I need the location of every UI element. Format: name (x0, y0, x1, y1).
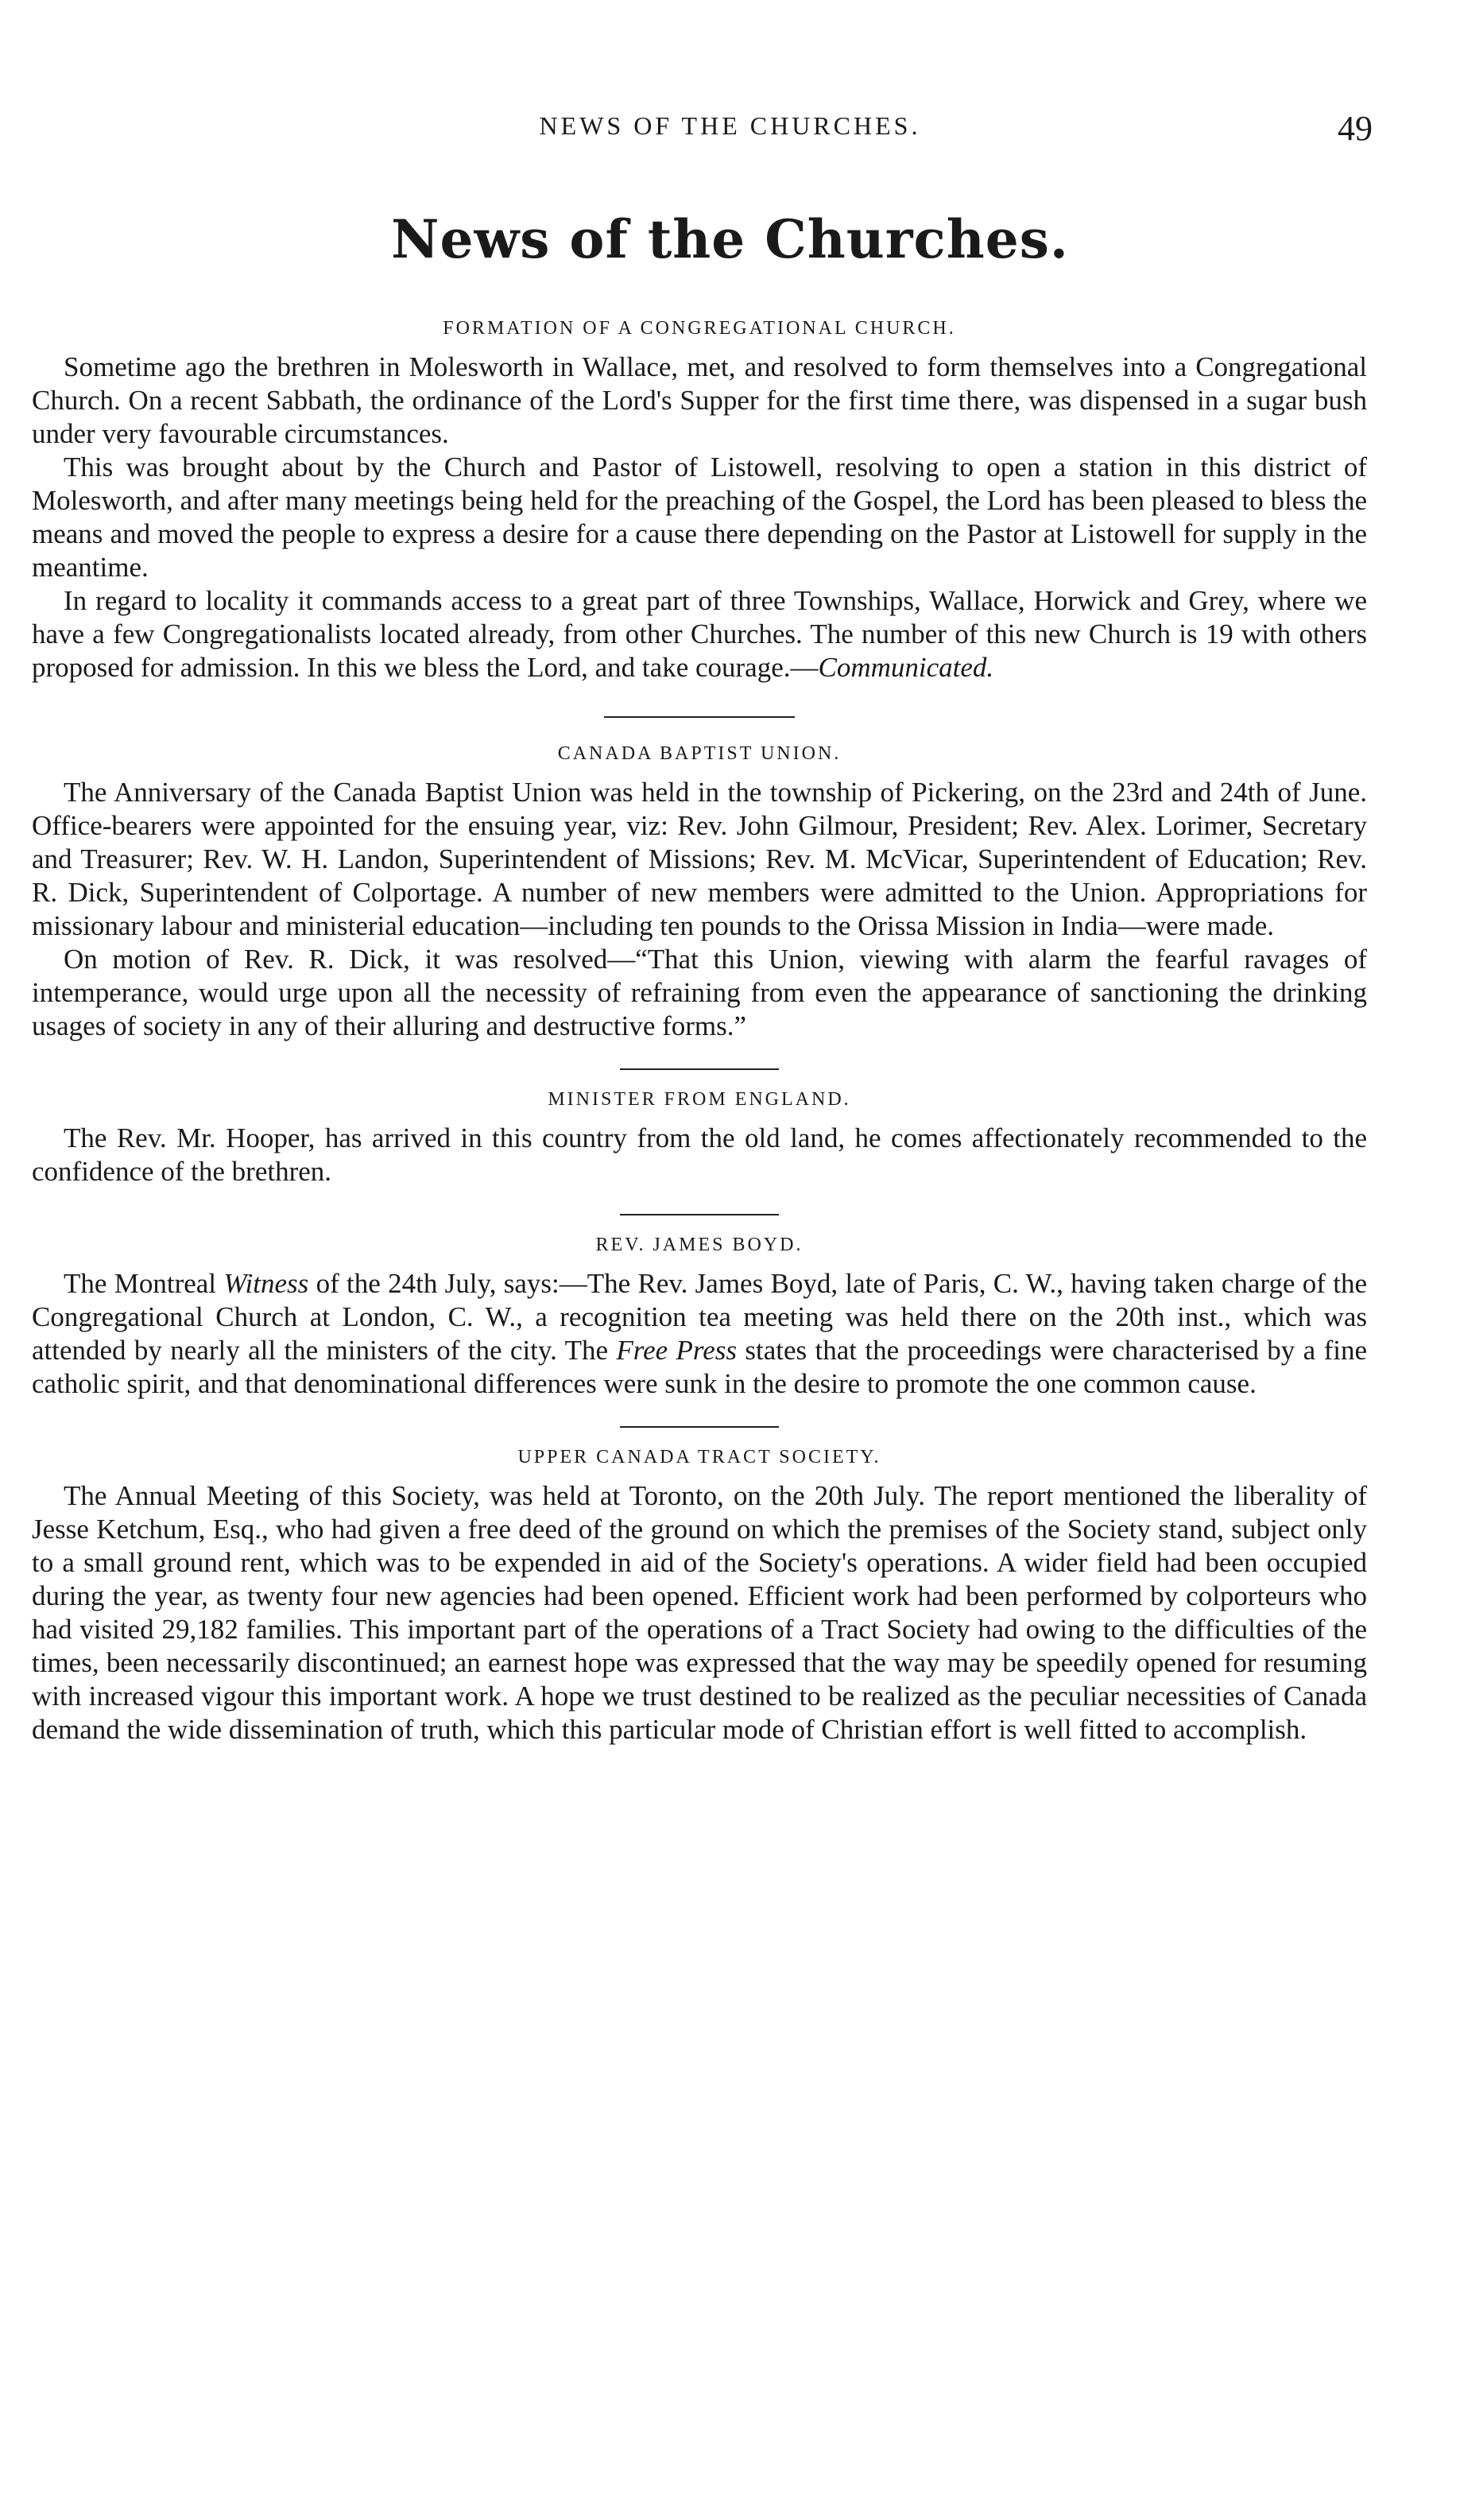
article-paragraph: On motion of Rev. R. Dick, it was resolved—“That this Union, viewing with alarm the fearful ravages of intemperance, would urge upon all the necessity of refraining from even the appearance of sanctioning the drinking usages of society in any of their alluring and destructive forms.” (32, 944, 1367, 1041)
section-divider (620, 1068, 779, 1070)
section-divider (620, 1426, 779, 1428)
article-paragraph (32, 1267, 1367, 1401)
paragraph-text: of the 24th July, says:—The Rev. James Boyd, late of Paris, C. W., having taken charge of the Congregational Church at London, C. W., a recognition tea meeting was held there on the 20th inst., which was attended by nearly all the ministers of the city. The (32, 1268, 1367, 1366)
article-canada-baptist-union (32, 743, 1367, 1043)
article-heading: REV. JAMES BOYD. (595, 1235, 804, 1255)
article-paragraph: The Anniversary of the Canada Baptist Union was held in the township of Pickering, on the 23rd and 24th of June. Office-bearers were appointed for the ensuing year, viz: Rev. John Gilmour, President; Rev. Alex. Lorimer, Secretary and Treasurer; Rev. W. H. Landon, Superintendent of Missions; Rev. M. McVicar, Superintendent of Education; Rev. R. Dick, Superintendent of Colportage. A number of new members were admitted to the Union. Appropriations for missionary labour and ministerial education—including ten pounds to the Orissa Mission in India—were made. (32, 777, 1367, 941)
article-heading: CANADA BAPTIST UNION. (557, 743, 842, 764)
article-upper-canada-tract-society (32, 1447, 1367, 1747)
article-paragraph (32, 584, 1367, 684)
running-title: NEWS OF THE CHURCHES. (539, 111, 921, 140)
signoff: Communicated. (818, 652, 994, 683)
article-rev-james-boyd (32, 1235, 1367, 1401)
page-number: 49 (1338, 109, 1373, 148)
article-paragraph: This was brought about by the Church and Pastor of Listowell, resolving to open a station in this district of Molesworth, and after many meetings being held for the preaching of the Gospel, the Lord has been pleased to bless the means and moved the people to express a desire for a cause there depending on the Pastor at Listowell for supply in the meantime. (32, 452, 1367, 583)
article-formation-congregational-church (32, 318, 1367, 684)
paragraph-text: In regard to locality it commands access to a great part of three Townships, Wallace, Horwick and Grey, where we have a few Congregationalists located already, from other Churches. The number of this new Church is 19 with others proposed for admission. In this we bless the Lord, and take courage.— (32, 585, 1367, 683)
article-heading: MINISTER FROM ENGLAND. (548, 1089, 851, 1110)
article-heading: UPPER CANADA TRACT SOCIETY. (517, 1447, 881, 1467)
article-minister-from-england (32, 1089, 1367, 1188)
running-header (0, 108, 1460, 148)
article-body (32, 318, 1367, 1747)
publication-title: Witness (223, 1268, 309, 1299)
paragraph-text: states that the proceedings were characterised by a fine catholic spirit, and that denominational differences were sunk in the desire to promote the one common cause. (32, 1335, 1367, 1399)
article-paragraph: The Rev. Mr. Hooper, has arrived in this country from the old land, he comes affectionately recommended to the confidence of the brethren. (32, 1122, 1367, 1187)
section-title: News of the Churches. (391, 208, 1069, 270)
publication-title: Free Press (616, 1335, 738, 1366)
paragraph-text: The Montreal (64, 1268, 224, 1299)
article-paragraph: The Annual Meeting of this Society, was held at Toronto, on the 20th July. The report mentioned the liberality of Jesse Ketchum, Esq., who had given a free deed of the ground on which the premises of the Society stand, subject only to a small ground rent, which was to be expended in aid of the Society's operations. A wider field had been occupied during the year, as twenty four new agencies had been opened. Efficient work had been performed by colporteurs who had visited 29,182 families. This important part of the operations of a Tract Society had owing to the difficulties of the times, been necessarily discontinued; an earnest hope was expressed that the way may be speedily opened for resuming with increased vigour this important work. A hope we trust destined to be realized as the peculiar necessities of Canada demand the wide dissemination of truth, which this particular mode of Christian effort is well fitted to accomplish. (32, 1480, 1367, 1745)
article-paragraph: Sometime ago the brethren in Molesworth in Wallace, met, and resolved to form themselves into a Congregational Church. On a recent Sabbath, the ordinance of the Lord's Supper for the first time there, was dispensed in a sugar bush under very favourable circumstances. (32, 351, 1367, 449)
section-divider (620, 1214, 779, 1215)
section-divider (604, 716, 795, 718)
article-heading: FORMATION OF A CONGREGATIONAL CHURCH. (443, 318, 956, 339)
